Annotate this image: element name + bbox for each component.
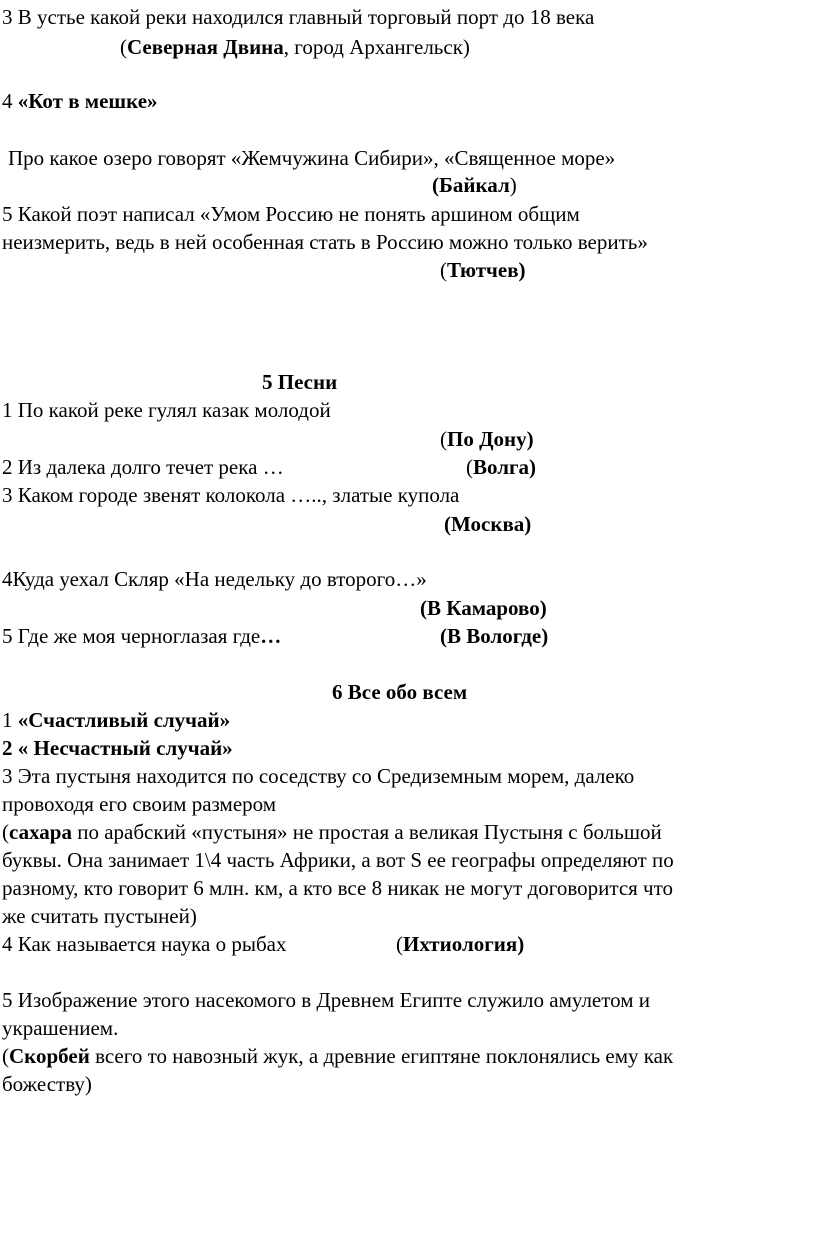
answer-bold: Ихтиология) bbox=[403, 932, 525, 956]
misc-answer-3-line-3: разному, кто говорит 6 млн. км, а кто все 8 никак не могут договорится что bbox=[2, 876, 674, 900]
answer-bold: (Байкал bbox=[432, 173, 510, 197]
misc-question-3-line-1: 3 Эта пустыня находится по соседству со Средиземным морем, далеко bbox=[2, 764, 635, 788]
songs-question-5: 5 Где же моя черноглазая где… bbox=[2, 624, 282, 648]
songs-answer-4: (В Камарово) bbox=[420, 596, 547, 620]
misc-answer-4: (Ихтиология) bbox=[396, 932, 525, 956]
question-4-title-bold: «Кот в мешке» bbox=[17, 89, 158, 113]
songs-answer-3: (Москва) bbox=[444, 512, 532, 536]
misc-answer-5-line-1: (Скорбей всего то навозный жук, а древние египтяне поклонялись ему как bbox=[2, 1044, 674, 1068]
misc-question-1: 1 «Счастливый случай» bbox=[2, 708, 231, 732]
misc-question-3-line-2: провоходя его своим размером bbox=[2, 792, 277, 816]
answer-bold: Волга) bbox=[473, 455, 537, 479]
answer-4-lake: (Байкал) bbox=[432, 173, 517, 197]
question-5-poet-line-1: 5 Какой поэт написал «Умом Россию не понять аршином общим bbox=[2, 202, 580, 226]
question-5-poet-line-2: неизмерить, ведь в ней особенная стать в Россию можно только верить» bbox=[2, 230, 648, 254]
answer-bold: По Дону) bbox=[447, 427, 534, 451]
answer-3-river-port: (Северная Двина, город Архангельск) bbox=[120, 35, 470, 59]
question-4-lake: Про какое озеро говорят «Жемчужина Сибири», «Священное море» bbox=[8, 146, 616, 170]
songs-question-1: 1 По какой реке гулял казак молодой bbox=[2, 398, 331, 422]
songs-question-4: 4Куда уехал Скляр «На недельку до второго…» bbox=[2, 567, 427, 591]
songs-question-3: 3 Каком городе звенят колокола ….., златые купола bbox=[2, 483, 460, 507]
question-4-title: 4 «Кот в мешке» bbox=[2, 89, 158, 113]
songs-answer-1: (По Дону) bbox=[440, 427, 534, 451]
answer-5-poet: (Тютчев) bbox=[440, 258, 526, 282]
misc-question-4: 4 Как называется наука о рыбах bbox=[2, 932, 287, 956]
misc-question-5-line-2: украшением. bbox=[2, 1016, 119, 1040]
misc-answer-3-line-4: же считать пустыней) bbox=[2, 904, 197, 928]
misc-answer-3-line-2: буквы. Она занимает 1\4 часть Африки, а вот S ее географы определяют по bbox=[2, 848, 674, 872]
answer-bold: Северная Двина bbox=[127, 35, 284, 59]
misc-question-2: 2 « Несчастный случай» bbox=[2, 736, 233, 760]
misc-answer-3-line-1: (сахара по арабский «пустыня» не простая а великая Пустыня с большой bbox=[2, 820, 662, 844]
misc-question-5-line-1: 5 Изображение этого насекомого в Древнем Египте служило амулетом и bbox=[2, 988, 651, 1012]
answer-bold: Тютчев) bbox=[447, 258, 526, 282]
songs-question-2: 2 Из далека долго течет река … bbox=[2, 455, 284, 479]
section-5-title: 5 Песни bbox=[262, 370, 338, 394]
question-3-river-port: 3 В устье какой реки находился главный торговый порт до 18 века bbox=[2, 5, 595, 29]
misc-answer-5-line-2: божеству) bbox=[2, 1072, 92, 1096]
songs-answer-5: (В Вологде) bbox=[440, 624, 549, 648]
section-6-title: 6 Все обо всем bbox=[332, 680, 468, 704]
songs-answer-2: (Волга) bbox=[466, 455, 537, 479]
